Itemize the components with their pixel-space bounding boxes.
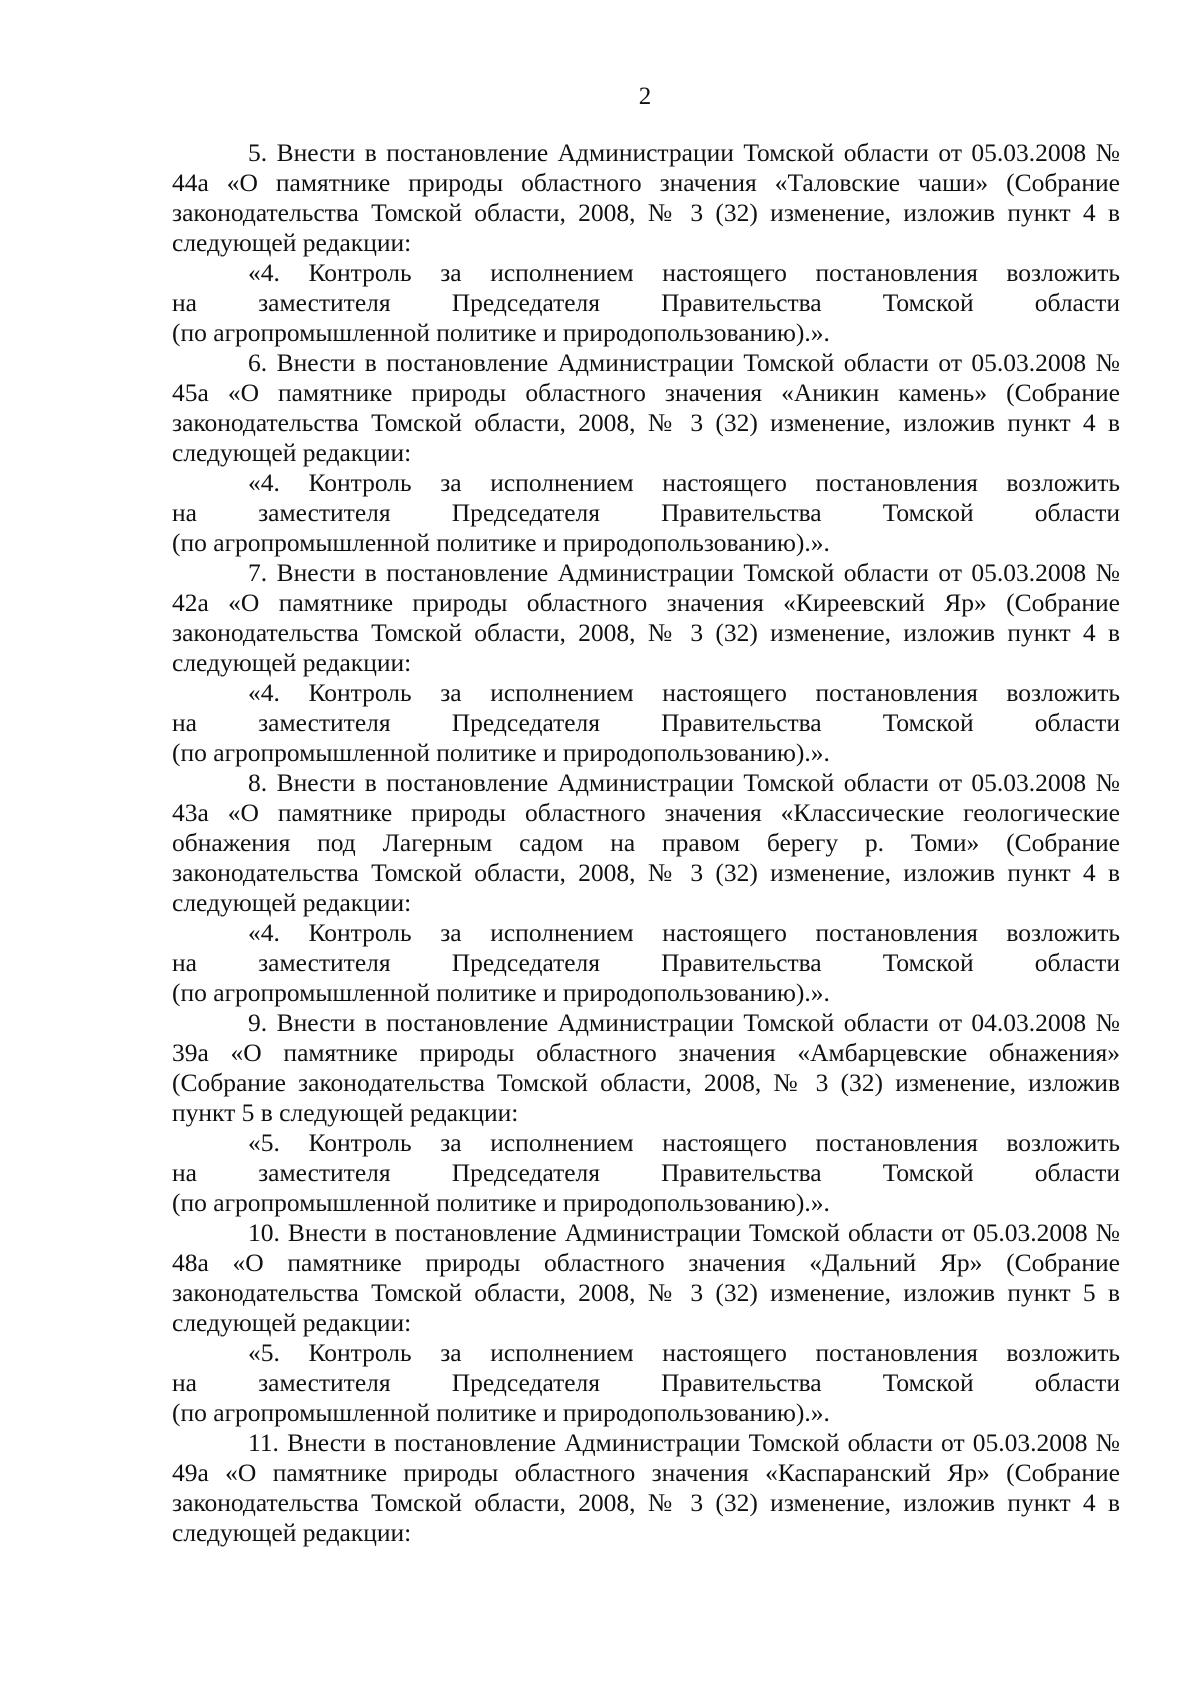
quote-item-6 xyxy=(172,468,1120,558)
quote-item-7 xyxy=(172,678,1120,768)
quote-item-9 xyxy=(172,1128,1120,1218)
document-body xyxy=(172,138,1120,1548)
paragraph-item-11: 11. Внести в постановление Администрации Томской области от 05.03.2008 № 49а «О памятнике природы областного значения «Каспаранский Яр» (Собрание законодательства Томской области, 2008, № 3 (32) изменение, изложив пункт 4 в следующей редакции: xyxy=(172,1428,1120,1547)
paragraph-item-7: 7. Внести в постановление Администрации Томской области от 05.03.2008 № 42а «О памятнике природы областного значения «Киреевский Яр» (Собрание законодательства Томской области, 2008, № 3 (32) изменение, изложив пункт 4 в следующей редакции: xyxy=(172,558,1120,677)
quote-line: «4. Контроль за исполнением настоящего постановления возложить xyxy=(248,918,1120,947)
page-number: 2 xyxy=(638,83,652,110)
quote-line: (по агропромышленной политике и природопользованию).». xyxy=(172,1398,830,1427)
paragraph-item-8: 8. Внести в постановление Администрации Томской области от 05.03.2008 № 43а «О памятнике природы областного значения «Классические геологические обнажения под Лагерным садом на правом берегу р. Томи» (Собрание законодательства Томской области, 2008, № 3 (32) изменение, изложив пункт 4 в следующей редакции: xyxy=(172,768,1120,917)
quote-line: «4. Контроль за исполнением настоящего постановления возложить xyxy=(248,678,1120,707)
quote-item-5 xyxy=(172,258,1120,348)
quote-line: «5. Контроль за исполнением настоящего постановления возложить xyxy=(248,1128,1120,1157)
quote-item-10 xyxy=(172,1338,1120,1428)
quote-line: на заместителя Председателя Правительства Томской области xyxy=(172,1158,1120,1187)
quote-line: на заместителя Председателя Правительства Томской области xyxy=(172,948,1120,977)
paragraph-item-5: 5. Внести в постановление Администрации Томской области от 05.03.2008 № 44а «О памятнике природы областного значения «Таловские чаши» (Собрание законодательства Томской области, 2008, № 3 (32) изменение, изложив пункт 4 в следующей редакции: xyxy=(172,138,1120,257)
quote-line: (по агропромышленной политике и природопользованию).». xyxy=(172,318,830,347)
quote-line: (по агропромышленной политике и природопользованию).». xyxy=(172,978,830,1007)
quote-line: (по агропромышленной политике и природопользованию).». xyxy=(172,528,830,557)
paragraph-item-9: 9. Внести в постановление Администрации Томской области от 04.03.2008 № 39а «О памятнике природы областного значения «Амбарцевские обнажения» (Собрание законодательства Томской области, 2008, № 3 (32) изменение, изложив пункт 5 в следующей редакции: xyxy=(172,1008,1120,1127)
quote-line: (по агропромышленной политике и природопользованию).». xyxy=(172,1188,830,1217)
quote-item-8 xyxy=(172,918,1120,1008)
paragraph-item-10: 10. Внести в постановление Администрации Томской области от 05.03.2008 № 48а «О памятнике природы областного значения «Дальний Яр» (Собрание законодательства Томской области, 2008, № 3 (32) изменение, изложив пункт 5 в следующей редакции: xyxy=(172,1218,1120,1337)
quote-line: «4. Контроль за исполнением настоящего постановления возложить xyxy=(248,258,1120,287)
quote-line: «5. Контроль за исполнением настоящего постановления возложить xyxy=(248,1338,1120,1367)
quote-line: (по агропромышленной политике и природопользованию).». xyxy=(172,738,830,767)
quote-line: на заместителя Председателя Правительства Томской области xyxy=(172,1368,1120,1397)
quote-line: на заместителя Председателя Правительства Томской области xyxy=(172,708,1120,737)
quote-line: «4. Контроль за исполнением настоящего постановления возложить xyxy=(248,468,1120,497)
quote-line: на заместителя Председателя Правительства Томской области xyxy=(172,498,1120,527)
quote-line: на заместителя Председателя Правительства Томской области xyxy=(172,288,1120,317)
paragraph-item-6: 6. Внести в постановление Администрации Томской области от 05.03.2008 № 45а «О памятнике природы областного значения «Аникин камень» (Собрание законодательства Томской области, 2008, № 3 (32) изменение, изложив пункт 4 в следующей редакции: xyxy=(172,348,1120,467)
